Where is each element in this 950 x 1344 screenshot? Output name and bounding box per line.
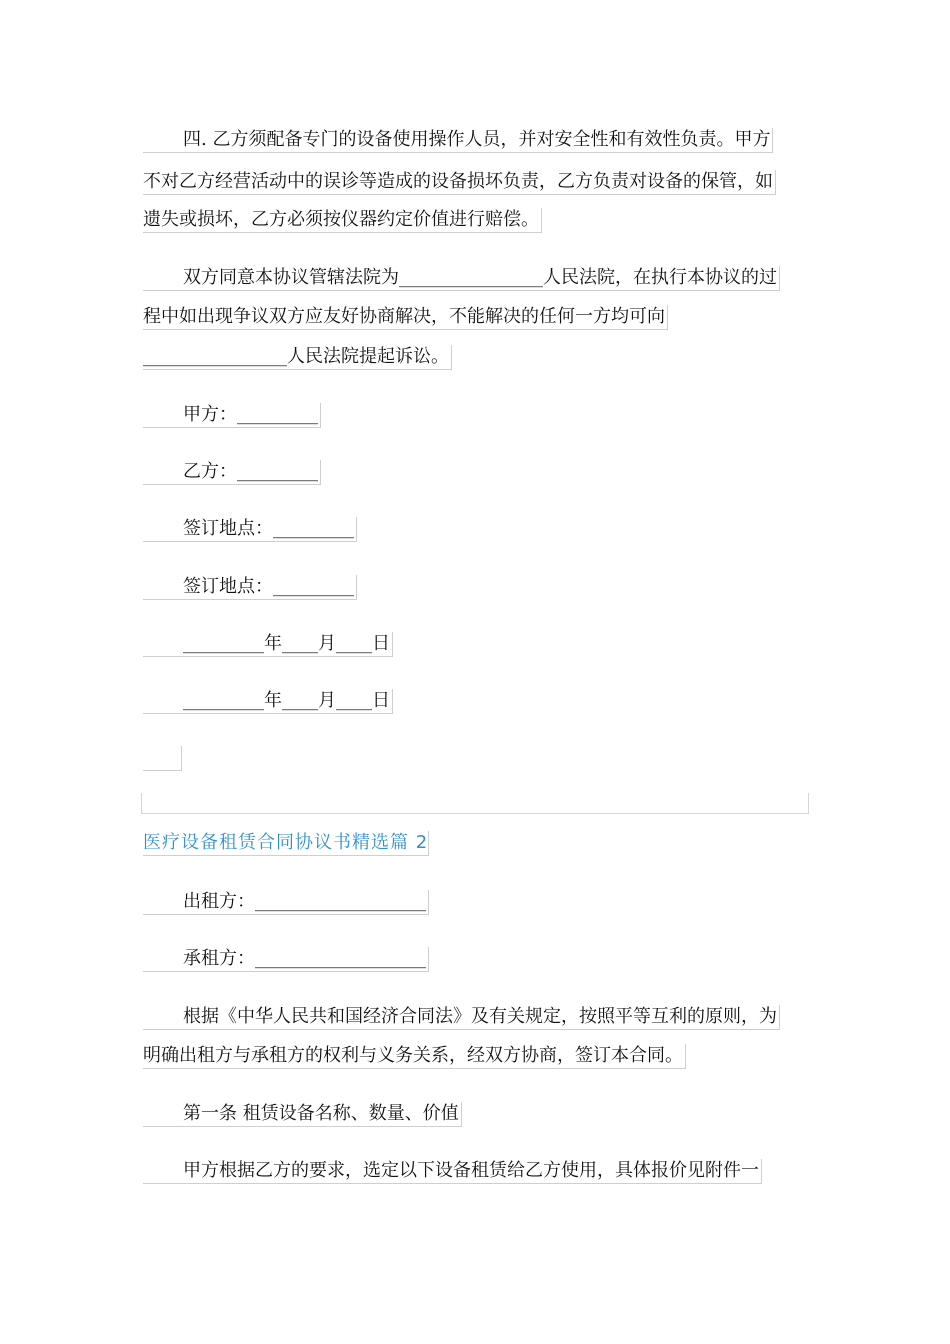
jurisdiction-line1: 双方同意本协议管辖法院为________________人民法院，在执行本协议的过 — [143, 266, 780, 291]
section2-title: 医疗设备租赁合同协议书精选篇 2 — [143, 831, 429, 856]
party-a-signature: 甲方：_________ — [143, 403, 321, 428]
signing-date-1: _________年____月____日 — [143, 632, 393, 657]
jurisdiction-line3: ________________人民法院提起诉讼。 — [143, 345, 452, 370]
signing-place-1: 签订地点：_________ — [143, 517, 357, 542]
party-b-signature: 乙方：_________ — [143, 460, 321, 485]
signing-place-2: 签订地点：_________ — [143, 575, 357, 600]
clause4-line1: 四. 乙方须配备专门的设备使用操作人员，并对安全性和有效性负责。甲方 — [143, 128, 773, 153]
jurisdiction-line2: 程中如出现争议双方应友好协商解决，不能解决的任何一方均可向 — [143, 305, 668, 330]
section-separator — [141, 793, 809, 814]
lessor-field: 出租方：___________________ — [143, 890, 429, 915]
article1-heading: 第一条 租赁设备名称、数量、价值 — [143, 1102, 462, 1127]
signing-date-2: _________年____月____日 — [143, 689, 393, 714]
article1-text: 甲方根据乙方的要求，选定以下设备租赁给乙方使用，具体报价见附件一 — [143, 1159, 762, 1184]
preamble-line1: 根据《中华人民共和国经济合同法》及有关规定，按照平等互利的原则，为 — [143, 1005, 780, 1030]
clause4-line2: 不对乙方经营活动中的误诊等造成的设备损坏负责，乙方负责对设备的保管，如 — [143, 170, 776, 195]
preamble-line2: 明确出租方与承租方的权利与义务关系，经双方协商，签订本合同。 — [143, 1044, 686, 1069]
clause4-line3: 遗失或损坏，乙方必须按仪器约定价值进行赔偿。 — [143, 208, 542, 233]
lessee-field: 承租方：___________________ — [143, 947, 429, 972]
empty-paragraph — [143, 746, 182, 771]
